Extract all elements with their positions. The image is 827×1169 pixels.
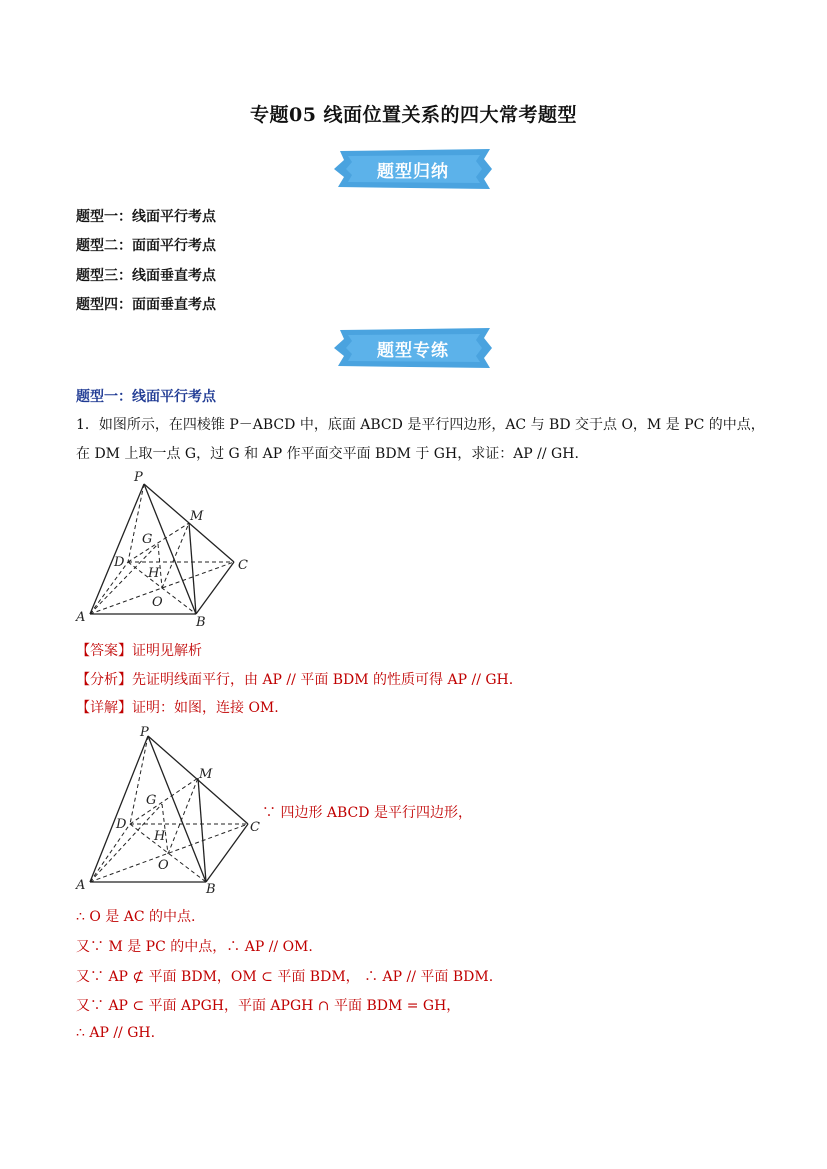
label-h: H (148, 566, 160, 581)
label-d: D (114, 555, 125, 570)
answer-line (76, 640, 202, 660)
detail-tag: 【详解】 (76, 700, 132, 716)
answer-tag: 【答案】 (76, 643, 132, 659)
analysis-line (76, 669, 513, 689)
label-h: H (154, 829, 166, 844)
problem-line-1: 1．如图所示，在四棱锥 P－ABCD 中，底面 ABCD 是平行四边形，AC 与 BD 交于点 O，M 是 PC 的中点， (76, 417, 765, 433)
toc-item-2: 题型二：面面平行考点 (76, 238, 216, 254)
label-o: O (158, 858, 169, 873)
label-m: M (190, 509, 204, 524)
toc-item-1: 题型一：线面平行考点 (76, 209, 216, 225)
detail-line (76, 697, 279, 717)
analysis-tag: 【分析】 (76, 672, 132, 688)
label-p: P (140, 725, 149, 740)
label-c: C (238, 558, 248, 573)
proof-line-5: 又∵ AP ⊂ 平面 APGH，平面 APGH ∩ 平面 BDM = GH， (76, 998, 461, 1014)
proof-line-6: ∴ AP // GH. (76, 1025, 156, 1041)
label-m: M (199, 767, 213, 782)
banner-summary-label: 题型归纳 (377, 162, 449, 182)
label-o: O (152, 595, 163, 610)
label-p: P (134, 470, 143, 485)
label-d: D (116, 817, 127, 832)
answer-text: 证明见解析 (132, 643, 202, 659)
label-g: G (142, 532, 153, 547)
pyramid-figure-2 (72, 722, 260, 897)
label-a: A (76, 610, 86, 625)
banner-practice (330, 326, 496, 370)
section-heading: 题型一：线面平行考点 (76, 389, 216, 405)
label-a: A (76, 878, 86, 893)
label-b: B (196, 615, 206, 630)
problem-line-2: 在 DM 上取一点 G，过 G 和 AP 作平面交平面 BDM 于 GH，求证：AP // GH. (76, 446, 579, 462)
proof-line-4: 又∵ AP ⊄ 平面 BDM，OM ⊂ 平面 BDM， ∴ AP // 平面 BDM. (76, 969, 494, 985)
proof-line-2: ∴ O 是 AC 的中点. (76, 909, 196, 925)
analysis-text: 先证明线面平行，由 AP // 平面 BDM 的性质可得 AP // GH. (132, 672, 514, 688)
toc-item-4: 题型四：面面垂直考点 (76, 297, 216, 313)
proof-line-1: ∵ 四边形 ABCD 是平行四边形， (262, 805, 472, 821)
toc-item-3: 题型三：线面垂直考点 (76, 268, 216, 284)
proof-line-3: 又∵ M 是 PC 的中点，∴ AP // OM. (76, 939, 313, 955)
label-c: C (250, 820, 260, 835)
banner-summary (330, 147, 496, 191)
label-g: G (146, 793, 157, 808)
banner-practice-label: 题型专练 (377, 341, 449, 361)
detail-text: 证明：如图，连接 OM. (132, 700, 279, 716)
page-title: 专题05 线面位置关系的四大常考题型 (249, 104, 578, 126)
pyramid-figure-1 (72, 468, 257, 628)
label-b: B (206, 882, 216, 897)
